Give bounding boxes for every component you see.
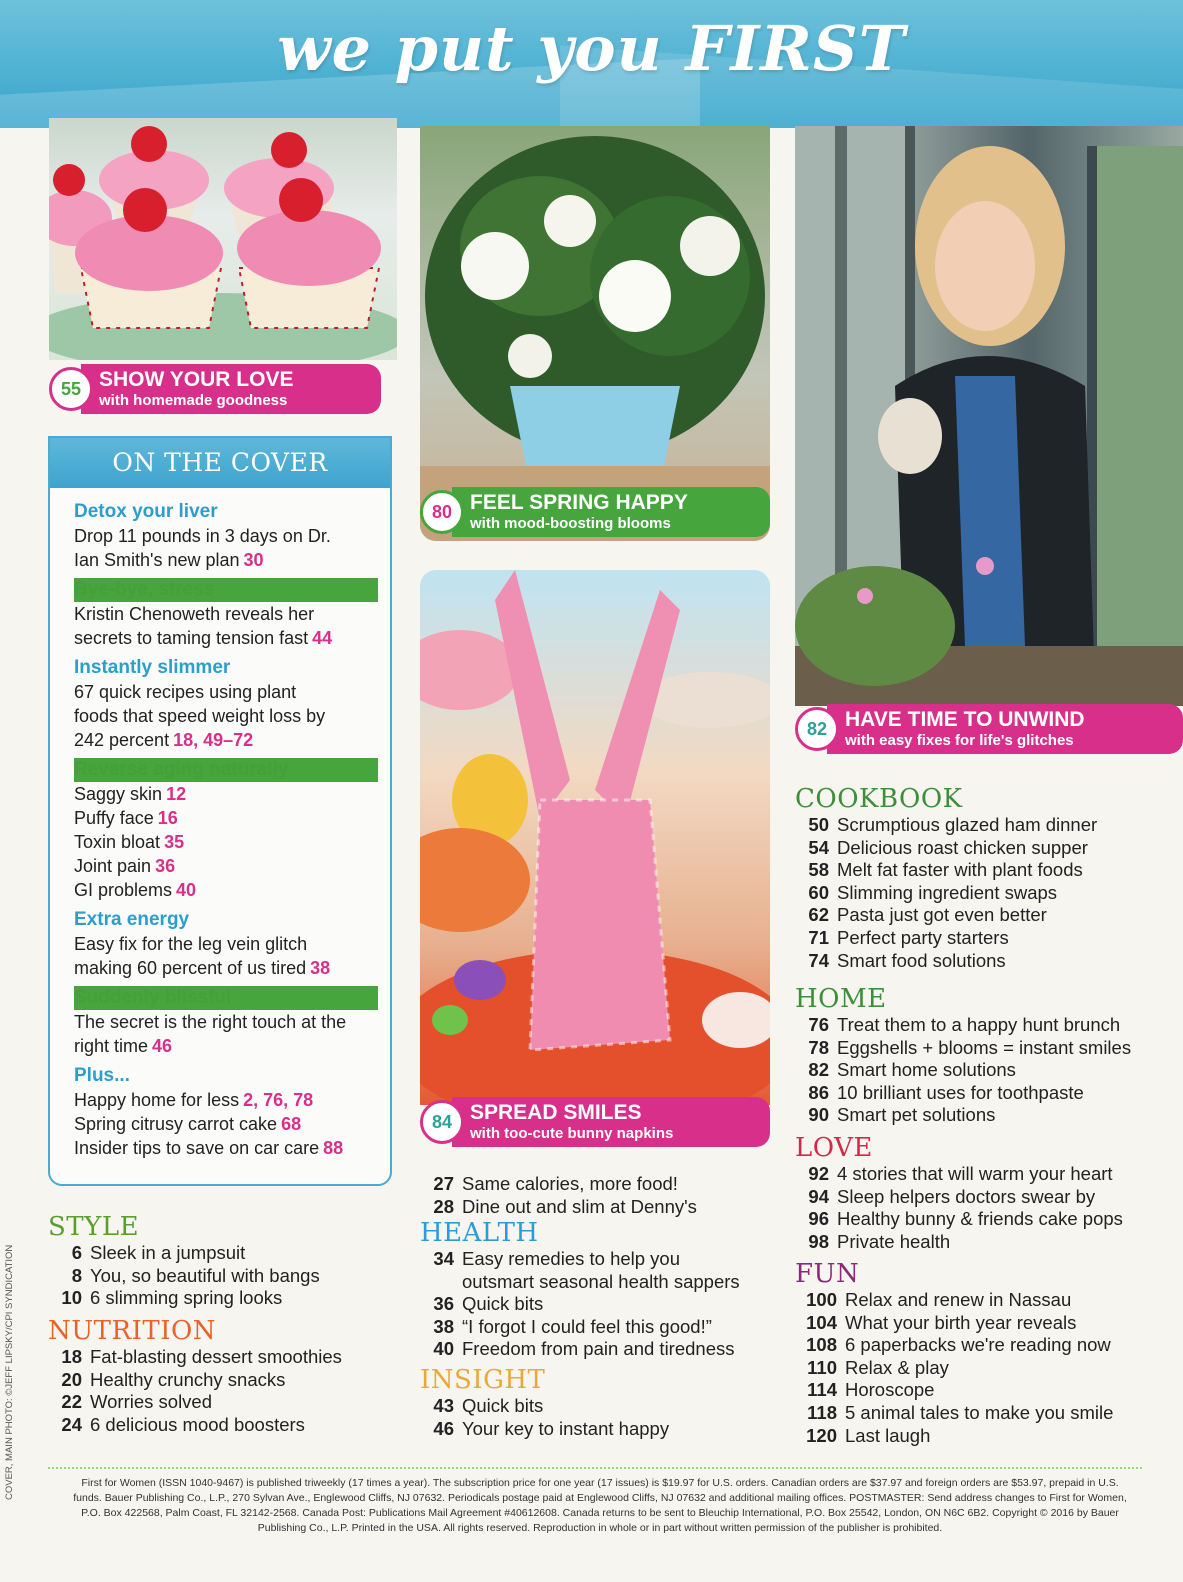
toc-title: Treat them to a happy hunt brunch: [837, 1014, 1121, 1035]
toc-title: Worries solved: [90, 1391, 213, 1413]
toc-page-number: 114: [807, 1379, 837, 1401]
section-heading-fun: FUN: [795, 1259, 860, 1289]
toc-page-number: 71: [808, 926, 829, 948]
toc-title: Easy remedies to help you: [462, 1248, 681, 1269]
toc-entry[interactable]: [795, 927, 1165, 950]
toc-page-number: 86: [808, 1081, 829, 1103]
toc-page-number: 104: [806, 1311, 837, 1333]
toc-page-number: 108: [806, 1334, 837, 1356]
toc-title: What your birth year reveals: [845, 1311, 1077, 1333]
toc-page-number: 24: [61, 1413, 82, 1435]
gardenia-photo: [420, 126, 770, 541]
cover-subitem: Saggy skin: [74, 784, 163, 804]
section-heading-style: STYLE: [48, 1212, 140, 1242]
page-ref: 2, 76, 78: [243, 1090, 314, 1110]
on-the-cover-heading: ON THE COVER: [50, 438, 390, 488]
toc-entry[interactable]: [795, 1059, 1165, 1082]
publication-footer: [60, 1476, 1140, 1536]
toc-entry[interactable]: [795, 1186, 1165, 1209]
toc-entry[interactable]: [48, 1414, 408, 1437]
love-section: [795, 1133, 1165, 1253]
toc-page-number: 22: [61, 1391, 82, 1413]
toc-title: Last laugh: [845, 1424, 931, 1446]
toc-entry[interactable]: [795, 1082, 1165, 1105]
callout-subline: with mood-boosting blooms: [470, 515, 671, 532]
page-ref: 35: [164, 832, 185, 852]
cover-item-text: making 60 percent of us tired: [74, 958, 307, 978]
section-heading-nutrition: NUTRITION: [48, 1316, 217, 1346]
callout-headline: HAVE TIME TO UNWIND: [845, 708, 1085, 731]
cover-item-title: Reverse aging naturally: [74, 758, 378, 782]
toc-entry[interactable]: [795, 1163, 1165, 1186]
cover-item-text: foods that speed weight loss by: [74, 706, 326, 726]
section-heading-cookbook: COOKBOOK: [795, 784, 963, 814]
toc-title: Your key to instant happy: [462, 1417, 670, 1439]
toc-title: Quick bits: [462, 1293, 544, 1315]
footer-line: P.O. Box 422568, Palm Coast, FL 32142-2568. Canada Post: Publications Mail Agreement #40612608. Canada returns to be sent to Bleuchip International, P.O. Box 25542, London, ON N6C 6B2. Copyright © 2016 by Bauer: [81, 1507, 1119, 1519]
feature-callout[interactable]: [795, 704, 1183, 754]
page-ref: 44: [312, 628, 333, 648]
cover-item-title: Plus...: [74, 1065, 130, 1086]
nutrition-section: [48, 1316, 408, 1436]
toc-title: Smart home solutions: [837, 1059, 1016, 1081]
page-ref: 40: [176, 880, 197, 900]
cover-item[interactable]: [74, 656, 378, 752]
toc-entry[interactable]: [420, 1316, 780, 1339]
toc-title: Smart pet solutions: [837, 1104, 996, 1126]
footer-line: First for Women (ISSN 1040-9467) is published triweekly (17 times a year). The subscription price for one year (17 issues) is $19.97 for U.S. orders. Canadian orders are $37.97 and foreign orders are $53.97, prepaid in U.S.: [81, 1477, 1119, 1489]
toc-page-number: 27: [433, 1173, 454, 1194]
toc-title: 6 paperbacks we're reading now: [845, 1334, 1111, 1356]
section-heading-love: LOVE: [795, 1133, 873, 1163]
feature-callout[interactable]: [420, 1097, 770, 1147]
cupcakes-photo: [49, 118, 397, 360]
cover-item-title: Suddenly blissful: [74, 986, 378, 1010]
toc-title: Slimming ingredient swaps: [837, 881, 1058, 903]
toc-title: Relax & play: [845, 1356, 949, 1378]
page-ref: 88: [323, 1138, 344, 1158]
toc-title: outsmart seasonal health sappers: [462, 1270, 740, 1292]
toc-page-number: 54: [808, 836, 829, 858]
callout-headline: SPREAD SMILES: [470, 1101, 642, 1124]
cover-item-title: Detox your liver: [74, 501, 218, 522]
home-section: [795, 984, 1165, 1127]
toc-page-number: 43: [433, 1395, 454, 1416]
toc-title: 5 animal tales to make you smile: [845, 1401, 1114, 1423]
toc-entry[interactable]: [420, 1196, 780, 1219]
section-heading-home: HOME: [795, 984, 887, 1014]
toc-title: Healthy crunchy snacks: [90, 1368, 286, 1390]
toc-entry[interactable]: [795, 859, 1165, 882]
callout-headline: SHOW YOUR LOVE: [99, 368, 294, 391]
toc-entry[interactable]: [795, 1037, 1165, 1060]
callout-label: [81, 364, 381, 414]
toc-title: Freedom from pain and tiredness: [462, 1338, 735, 1360]
toc-entry[interactable]: [795, 837, 1165, 860]
callout-label: [827, 704, 1183, 754]
cookbook-section: [795, 784, 1165, 972]
callout-label: [452, 1097, 770, 1147]
toc-title: Horoscope: [845, 1379, 935, 1401]
toc-entry[interactable]: [795, 904, 1165, 927]
toc-entry[interactable]: [795, 950, 1165, 973]
toc-title: Private health: [837, 1230, 951, 1252]
page-ref: 36: [155, 856, 176, 876]
feature-callout[interactable]: [420, 487, 770, 537]
callout-subline: with easy fixes for life's glitches: [845, 732, 1074, 749]
page-number: 84: [420, 1100, 464, 1144]
nutrition-continued: [420, 1173, 780, 1218]
toc-title: Sleep helpers doctors swear by: [837, 1185, 1096, 1207]
toc-entry[interactable]: [795, 1357, 1165, 1380]
toc-page-number: 20: [61, 1368, 82, 1390]
toc-page-number: 38: [433, 1315, 454, 1337]
toc-page-number: 120: [806, 1424, 837, 1446]
footer-line: Publishing Co., L.P. Printed in the USA. All rights reserved. Reproduction in whole or in part without written permission of the publisher is prohibited.: [257, 1522, 943, 1534]
page-ref: 30: [243, 550, 264, 570]
page-number: 55: [49, 367, 93, 411]
cover-item-text: secrets to taming tension fast: [74, 628, 309, 648]
woman-at-window-photo: [795, 126, 1183, 706]
toc-entry[interactable]: [795, 1402, 1165, 1425]
health-section: [420, 1218, 780, 1361]
toc-entry[interactable]: [48, 1346, 408, 1369]
cover-item[interactable]: [74, 908, 378, 980]
toc-title: “I forgot I could feel this good!”: [462, 1315, 712, 1337]
page-number: 82: [795, 707, 839, 751]
toc-page-number: 50: [808, 814, 829, 835]
toc-page-number: 28: [433, 1195, 454, 1217]
toc-entry[interactable]: [48, 1369, 408, 1392]
cover-item-text: 242 percent: [74, 730, 170, 750]
toc-title: Healthy bunny & friends cake pops: [837, 1208, 1123, 1230]
cover-subitem: Happy home for less: [74, 1090, 240, 1110]
toc-page-number: 62: [808, 904, 829, 926]
toc-page-number: 82: [808, 1059, 829, 1081]
cover-item-text: Ian Smith's new plan: [74, 550, 240, 570]
toc-title: Quick bits: [462, 1395, 544, 1416]
toc-entry[interactable]: [795, 1334, 1165, 1357]
cover-subitem: Insider tips to save on car care: [74, 1138, 320, 1158]
toc-page-number: 96: [808, 1208, 829, 1230]
page-ref: 38: [310, 958, 331, 978]
page-ref: 46: [152, 1036, 173, 1056]
footer-divider: [48, 1467, 1142, 1469]
toc-title: 6 slimming spring looks: [90, 1287, 283, 1309]
callout-subline: with too-cute bunny napkins: [470, 1125, 674, 1142]
cover-item-text: 67 quick recipes using plant: [74, 682, 297, 702]
style-section: [48, 1212, 408, 1310]
cover-subitem: Spring citrusy carrot cake: [74, 1114, 278, 1134]
toc-entry[interactable]: [48, 1242, 408, 1265]
toc-page-number: 100: [806, 1289, 837, 1310]
footer-line: funds. Bauer Publishing Co., L.P., 270 Sylvan Ave., Englewood Cliffs, NJ 07632. Periodicals postage paid at Englewood Cliffs, NJ 07632 and additional mailing offices. POSTMASTER: Send address changes to First for Women,: [73, 1492, 1127, 1504]
toc-page-number: [420, 1271, 454, 1294]
toc-entry[interactable]: [795, 1289, 1165, 1312]
photo-credit: COVER, MAIN PHOTO: ©JEFF LIPSKY/CPI SYNDICATION: [4, 1244, 15, 1500]
toc-page-number: 36: [433, 1293, 454, 1315]
toc-title: Delicious roast chicken supper: [837, 836, 1088, 858]
cover-item-text: Drop 11 pounds in 3 days on Dr.: [74, 526, 331, 546]
on-the-cover-box: [48, 436, 392, 1186]
toc-entry[interactable]: [48, 1265, 408, 1288]
toc-entry[interactable]: [795, 1014, 1165, 1037]
cover-subitem: Toxin bloat: [74, 832, 161, 852]
toc-page-number: 118: [807, 1401, 837, 1423]
header-banner: [0, 0, 1183, 128]
toc-title: Dine out and slim at Denny's: [462, 1195, 697, 1217]
cover-item-title: Instantly slimmer: [74, 657, 231, 678]
section-heading-insight: INSIGHT: [420, 1365, 546, 1395]
toc-entry[interactable]: [48, 1287, 408, 1310]
toc-page-number: 46: [433, 1417, 454, 1439]
callout-label: [452, 487, 770, 537]
section-heading-health: HEALTH: [420, 1218, 539, 1248]
toc-page-number: 60: [808, 881, 829, 903]
toc-entry[interactable]: [420, 1173, 780, 1196]
toc-title: Smart food solutions: [837, 949, 1006, 971]
toc-page-number: 18: [61, 1346, 82, 1367]
cover-item-text: The secret is the right touch at the: [74, 1012, 347, 1032]
toc-entry[interactable]: [420, 1338, 780, 1361]
toc-title: Same calories, more food!: [462, 1173, 678, 1194]
toc-entry[interactable]: [795, 814, 1165, 837]
toc-page-number: 90: [808, 1104, 829, 1126]
page-number: 80: [420, 490, 464, 534]
toc-page-number: 8: [71, 1264, 82, 1286]
toc-title: Eggshells + blooms = instant smiles: [837, 1036, 1132, 1058]
toc-entry[interactable]: [420, 1248, 780, 1271]
toc-entry[interactable]: [48, 1391, 408, 1414]
on-the-cover-list: [50, 488, 390, 1160]
cover-item-title: Extra energy: [74, 909, 190, 930]
toc-page-number: 10: [61, 1287, 82, 1309]
toc-title: Sleek in a jumpsuit: [90, 1242, 246, 1263]
callout-subline: with homemade goodness: [99, 392, 288, 409]
toc-title: You, so beautiful with bangs: [90, 1264, 320, 1286]
toc-entry[interactable]: [420, 1395, 780, 1418]
toc-title: Melt fat faster with plant foods: [837, 859, 1083, 881]
toc-entry[interactable]: [795, 1104, 1165, 1127]
toc-entry[interactable]: [795, 882, 1165, 905]
cover-item[interactable]: [74, 500, 378, 572]
page-ref: 12: [166, 784, 187, 804]
cover-item-title: Bye-bye, stress: [74, 578, 378, 602]
callout-headline: FEEL SPRING HAPPY: [470, 491, 688, 514]
toc-entry[interactable]: [795, 1208, 1165, 1231]
toc-page-number: 6: [71, 1242, 82, 1263]
toc-entry[interactable]: [420, 1418, 780, 1441]
page-ref: 68: [281, 1114, 302, 1134]
cover-subitem: Joint pain: [74, 856, 152, 876]
toc-page-number: 34: [433, 1248, 454, 1269]
toc-entry[interactable]: [795, 1425, 1165, 1448]
toc-title: Pasta just got even better: [837, 904, 1047, 926]
bunny-napkin-photo: [420, 570, 770, 1105]
page-ref: 18, 49–72: [173, 730, 254, 750]
toc-title: 4 stories that will warm your heart: [837, 1163, 1113, 1184]
cover-item[interactable]: [74, 1064, 378, 1160]
toc-page-number: 110: [807, 1356, 837, 1378]
toc-entry[interactable]: [795, 1379, 1165, 1402]
toc-page-number: 76: [808, 1014, 829, 1035]
cover-item[interactable]: [74, 758, 378, 902]
toc-title: Relax and renew in Nassau: [845, 1289, 1072, 1310]
toc-title: Perfect party starters: [837, 926, 1009, 948]
toc-entry[interactable]: [795, 1231, 1165, 1254]
fun-section: [795, 1259, 1165, 1447]
toc-title: 6 delicious mood boosters: [90, 1413, 305, 1435]
toc-page-number: 94: [808, 1185, 829, 1207]
toc-page-number: 78: [808, 1036, 829, 1058]
toc-entry[interactable]: [795, 1312, 1165, 1335]
toc-title: 10 brilliant uses for toothpaste: [837, 1081, 1084, 1103]
toc-title: Scrumptious glazed ham dinner: [837, 814, 1098, 835]
toc-title: Fat-blasting dessert smoothies: [90, 1346, 342, 1367]
toc-entry[interactable]: [420, 1271, 780, 1294]
page-ref: 16: [157, 808, 178, 828]
toc-page-number: 40: [433, 1338, 454, 1360]
toc-page-number: 98: [808, 1230, 829, 1252]
insight-section: [420, 1365, 780, 1440]
cover-item-text: Kristin Chenoweth reveals her: [74, 604, 315, 624]
cover-item-text: Easy fix for the leg vein glitch: [74, 934, 308, 954]
cover-subitem: GI problems: [74, 880, 173, 900]
page-title: we put you FIRST: [277, 12, 906, 85]
toc-page-number: 74: [808, 949, 829, 971]
cover-item[interactable]: [74, 986, 378, 1058]
toc-page-number: 58: [808, 859, 829, 881]
cover-item[interactable]: [74, 578, 378, 650]
cover-item-text: right time: [74, 1036, 149, 1056]
feature-callout[interactable]: [49, 364, 381, 414]
toc-entry[interactable]: [420, 1293, 780, 1316]
toc-page-number: 92: [808, 1163, 829, 1184]
cover-subitem: Puffy face: [74, 808, 154, 828]
